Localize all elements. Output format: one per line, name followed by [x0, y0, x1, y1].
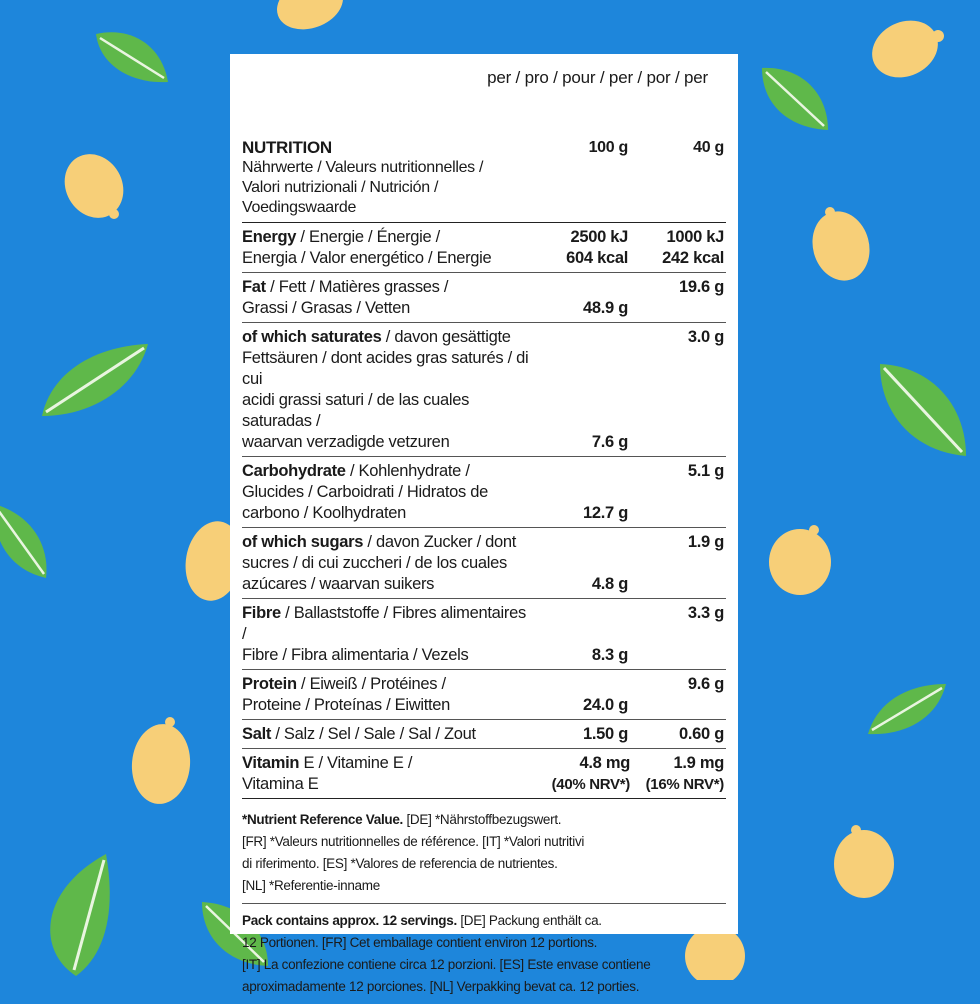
fibre-label: Fibre — [242, 604, 281, 622]
sugars-100g: 4.8 g — [591, 575, 628, 593]
lemon-icon — [268, 0, 352, 36]
leaf-icon — [92, 26, 172, 88]
saturates-40g: 3.0 g — [687, 328, 724, 346]
protein-40g: 9.6 g — [687, 675, 724, 693]
fibre-100g: 8.3 g — [591, 646, 628, 664]
leaf-icon — [758, 64, 832, 134]
leaf-icon — [38, 340, 152, 420]
fat-label: Fat — [242, 278, 266, 296]
salt-label: Salt — [242, 725, 272, 743]
protein-row: Protein / Eiweiß / Protéines / Proteine / Proteínas / Eiwitten 24.0 g 9.6 g — [242, 670, 726, 720]
leaf-icon — [36, 850, 112, 980]
per-label: per / pro / pour / per / por / per — [487, 68, 708, 87]
vitamin-40g-nrv: (16% NRV*) — [645, 776, 724, 793]
fat-100g: 48.9 g — [583, 299, 628, 317]
leaf-icon — [864, 680, 950, 738]
energy-100g-kcal: 604 kcal — [566, 249, 628, 267]
saturates-100g: 7.6 g — [591, 433, 628, 451]
energy-40g-kj: 1000 kJ — [666, 228, 724, 246]
fibre-row: Fibre / Ballaststoffe / Fibres alimentaires / Fibre / Fibra alimentaria / Vezels 8.3 g 3.3 g — [242, 599, 726, 670]
vitamin-e-row: Vitamin E / Vitamine E / Vitamina E 4.8 mg (40% NRV*) 1.9 mg (16% NRV*) — [242, 749, 726, 799]
lemon-icon — [764, 522, 836, 598]
nutrition-heading-row — [242, 132, 726, 223]
lemon-icon — [808, 204, 874, 286]
lemon-icon — [58, 148, 130, 224]
fat-40g: 19.6 g — [679, 278, 724, 296]
nutrition-subtitle-1: Nährwerte / Valeurs nutritionnelles / — [242, 159, 484, 176]
column-100g: 100 g — [588, 139, 628, 156]
carbohydrate-100g: 12.7 g — [583, 504, 628, 522]
lemon-icon — [862, 14, 948, 84]
leaf-icon — [0, 500, 52, 582]
lemon-icon — [828, 822, 900, 902]
saturates-label: of which saturates — [242, 328, 382, 346]
leaf-icon — [876, 360, 970, 460]
carbohydrate-label: Carbohydrate — [242, 462, 346, 480]
nutrition-title: NUTRITION — [242, 138, 332, 157]
energy-label: Energy — [242, 228, 297, 246]
nutrition-panel — [230, 54, 738, 994]
salt-40g: 0.60 g — [679, 725, 724, 743]
energy-row: Energy / Energie / Énergie / Energia / Valor energético / Energie 2500 kJ 604 kcal 1000 kJ 242 kcal — [242, 223, 726, 273]
protein-label: Protein — [242, 675, 297, 693]
lemon-icon — [126, 714, 196, 810]
vitamin-label: Vitamin — [242, 754, 300, 772]
servings-footnote: Pack contains approx. 12 servings. [DE] Packung enthält ca. 12 Portionen. [FR] Cet emballage contient environ 12 portions. [IT] La confezione contiene circa 12 porzioni. [ES] Este envase contiene aproximadamente 12 porciones. [NL] Verpakking bevat ca. 12 porties. — [242, 913, 651, 994]
sugars-label: of which sugars — [242, 533, 364, 551]
salt-row: Salt / Salz / Sel / Sale / Sal / Zout 1.50 g 0.60 g — [242, 720, 726, 749]
footnotes — [242, 799, 726, 1004]
vitamin-40g: 1.9 mg — [673, 754, 724, 772]
vitamin-100g-nrv: (40% NRV*) — [551, 776, 630, 793]
vitamin-100g: 4.8 mg — [579, 754, 630, 772]
salt-100g: 1.50 g — [583, 725, 628, 743]
energy-100g-kj: 2500 kJ — [570, 228, 628, 246]
protein-100g: 24.0 g — [583, 696, 628, 714]
fibre-40g: 3.3 g — [687, 604, 724, 622]
saturates-row: of which saturates / davon gesättigte Fettsäuren / dont acides gras saturés / di cui acidi grassi saturi / de las cuales saturadas / waarvan verzadigde vetzuren 7.6 g 3.0 g — [242, 323, 726, 457]
nrv-footnote: *Nutrient Reference Value. [DE] *Nährstoffbezugswert. [FR] *Valeurs nutritionnelles de référence. [IT] *Valori nutritivi di riferimento. [ES] *Valores de referencia de nutrientes. [NL] *Referentie-inname — [242, 809, 726, 904]
carbohydrate-row: Carbohydrate / Kohlenhydrate / Glucides / Carboidrati / Hidratos de carbono / Koolhydraten 12.7 g 5.1 g — [242, 457, 726, 528]
energy-40g-kcal: 242 kcal — [662, 249, 724, 267]
fat-row: Fat / Fett / Matières grasses / Grassi / Grasas / Vetten 48.9 g 19.6 g — [242, 273, 726, 323]
sugars-row: of which sugars / davon Zucker / dont sucres / di cui zuccheri / de los cuales azúcares / waarvan suikers 4.8 g 1.9 g — [242, 528, 726, 599]
column-40g: 40 g — [693, 139, 724, 156]
sugars-40g: 1.9 g — [687, 533, 724, 551]
nutrition-subtitle-2: Valori nutrizionali / Nutrición / Voedingswaarde — [242, 179, 439, 216]
carbohydrate-40g: 5.1 g — [687, 462, 724, 480]
per-header — [242, 54, 726, 132]
